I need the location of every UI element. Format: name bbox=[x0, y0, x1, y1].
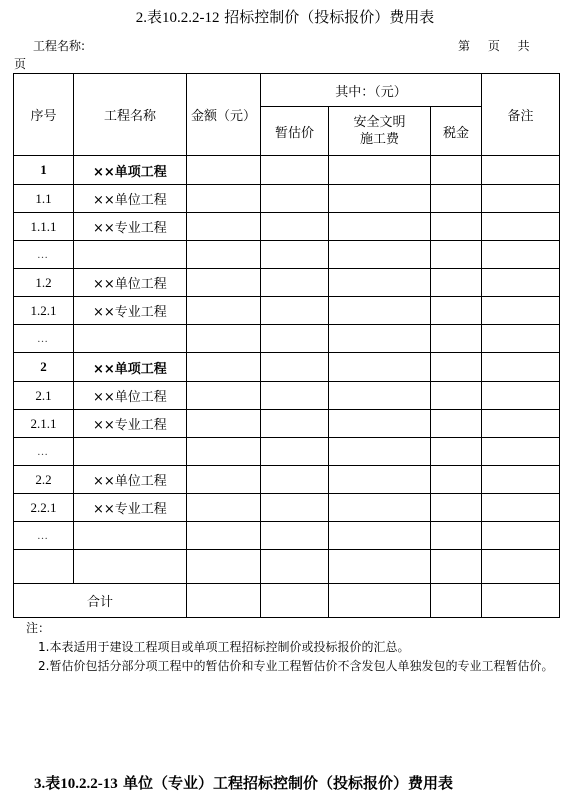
page-suffix-label: 页 bbox=[14, 57, 27, 71]
row-safety bbox=[329, 185, 431, 213]
row-provisional bbox=[261, 269, 329, 297]
row-serial: 1.2 bbox=[14, 269, 74, 297]
row-serial: … bbox=[14, 325, 74, 353]
row-remark bbox=[482, 241, 560, 269]
row-safety bbox=[329, 522, 431, 550]
header-amount: 金额（元） bbox=[187, 74, 261, 156]
row-safety bbox=[329, 382, 431, 410]
note-1: 1.本表适用于建设工程项目或单项工程招标控制价或投标报价的汇总。 bbox=[38, 640, 410, 654]
row-amount bbox=[187, 297, 261, 325]
header-remark: 备注 bbox=[482, 74, 560, 156]
row-provisional bbox=[261, 156, 329, 185]
header-provisional: 暂估价 bbox=[261, 107, 329, 156]
row-amount bbox=[187, 269, 261, 297]
row-remark bbox=[482, 522, 560, 550]
row-remark bbox=[482, 353, 560, 382]
table-row bbox=[14, 156, 560, 185]
header-among: 其中：（元） bbox=[261, 74, 482, 107]
row-tax bbox=[431, 494, 482, 522]
row-serial: 2 bbox=[14, 353, 74, 382]
page-number-label: 第 页 共 bbox=[458, 39, 530, 53]
fee-table bbox=[13, 73, 560, 618]
row-amount bbox=[187, 213, 261, 241]
row-tax bbox=[431, 325, 482, 353]
row-tax bbox=[431, 241, 482, 269]
table-row bbox=[14, 494, 560, 522]
row-serial bbox=[14, 550, 74, 584]
row-safety bbox=[329, 241, 431, 269]
notes bbox=[13, 619, 558, 676]
row-tax bbox=[431, 466, 482, 494]
table-row bbox=[14, 438, 560, 466]
row-provisional bbox=[261, 297, 329, 325]
row-provisional bbox=[261, 353, 329, 382]
project-name-label: 工程名称: bbox=[33, 39, 86, 53]
header-tax: 税金 bbox=[431, 107, 482, 156]
row-serial: 2.2 bbox=[14, 466, 74, 494]
row-serial: 2.1 bbox=[14, 382, 74, 410]
notes-heading: 注： bbox=[26, 621, 51, 635]
row-remark bbox=[482, 466, 560, 494]
row-provisional bbox=[261, 213, 329, 241]
row-amount bbox=[187, 438, 261, 466]
table-row bbox=[14, 466, 560, 494]
next-table-title-number: 3.表10.2.2-13 bbox=[34, 776, 118, 792]
table-row bbox=[14, 325, 560, 353]
total-safety bbox=[329, 584, 431, 618]
row-serial: … bbox=[14, 522, 74, 550]
row-safety bbox=[329, 325, 431, 353]
row-amount bbox=[187, 241, 261, 269]
row-provisional bbox=[261, 522, 329, 550]
row-serial: … bbox=[14, 438, 74, 466]
total-remark bbox=[482, 584, 560, 618]
header-safety-fee-text: 安全文明施工费 bbox=[353, 115, 406, 147]
row-project-name bbox=[74, 522, 187, 550]
row-amount bbox=[187, 550, 261, 584]
row-provisional bbox=[261, 438, 329, 466]
table-row bbox=[14, 522, 560, 550]
row-remark bbox=[482, 185, 560, 213]
row-amount bbox=[187, 185, 261, 213]
row-provisional bbox=[261, 382, 329, 410]
row-project-name: ××专业工程 bbox=[74, 410, 187, 438]
table-row bbox=[14, 185, 560, 213]
header-project-name: 工程名称 bbox=[74, 74, 187, 156]
table-row bbox=[14, 550, 560, 584]
row-tax bbox=[431, 522, 482, 550]
row-provisional bbox=[261, 410, 329, 438]
table-title bbox=[0, 6, 570, 27]
row-serial: 1 bbox=[14, 156, 74, 185]
row-tax bbox=[431, 410, 482, 438]
row-project-name: ××单位工程 bbox=[74, 466, 187, 494]
row-provisional bbox=[261, 325, 329, 353]
row-safety bbox=[329, 156, 431, 185]
row-amount bbox=[187, 353, 261, 382]
row-tax bbox=[431, 438, 482, 466]
row-remark bbox=[482, 297, 560, 325]
row-remark bbox=[482, 213, 560, 241]
table-row bbox=[14, 297, 560, 325]
row-remark bbox=[482, 382, 560, 410]
row-project-name: ××单项工程 bbox=[74, 353, 187, 382]
row-amount bbox=[187, 494, 261, 522]
next-table-title-text: 单位（专业）工程招标控制价（投标报价）费用表 bbox=[122, 774, 453, 792]
row-tax bbox=[431, 269, 482, 297]
row-provisional bbox=[261, 185, 329, 213]
row-remark bbox=[482, 550, 560, 584]
row-project-name bbox=[74, 438, 187, 466]
row-project-name: ××专业工程 bbox=[74, 297, 187, 325]
row-amount bbox=[187, 382, 261, 410]
header-serial: 序号 bbox=[14, 74, 74, 156]
row-serial: 1.1.1 bbox=[14, 213, 74, 241]
row-provisional bbox=[261, 241, 329, 269]
row-amount bbox=[187, 410, 261, 438]
row-safety bbox=[329, 466, 431, 494]
row-safety bbox=[329, 494, 431, 522]
table-row bbox=[14, 382, 560, 410]
row-tax bbox=[431, 353, 482, 382]
row-safety bbox=[329, 353, 431, 382]
row-project-name: ××专业工程 bbox=[74, 494, 187, 522]
header-safety-fee bbox=[329, 107, 431, 156]
row-remark bbox=[482, 156, 560, 185]
row-safety bbox=[329, 269, 431, 297]
row-serial: … bbox=[14, 241, 74, 269]
row-serial: 1.2.1 bbox=[14, 297, 74, 325]
table-row bbox=[14, 241, 560, 269]
table-title-number: 2.表10.2.2-12 bbox=[135, 10, 220, 26]
row-amount bbox=[187, 522, 261, 550]
row-project-name: ××专业工程 bbox=[74, 213, 187, 241]
row-tax bbox=[431, 185, 482, 213]
row-project-name bbox=[74, 550, 187, 584]
row-tax bbox=[431, 156, 482, 185]
total-tax bbox=[431, 584, 482, 618]
row-amount bbox=[187, 466, 261, 494]
row-provisional bbox=[261, 494, 329, 522]
row-amount bbox=[187, 325, 261, 353]
row-provisional bbox=[261, 466, 329, 494]
row-tax bbox=[431, 382, 482, 410]
table-row bbox=[14, 353, 560, 382]
row-project-name: ××单项工程 bbox=[74, 156, 187, 185]
row-project-name bbox=[74, 241, 187, 269]
row-safety bbox=[329, 550, 431, 584]
row-remark bbox=[482, 410, 560, 438]
row-safety bbox=[329, 297, 431, 325]
row-tax bbox=[431, 213, 482, 241]
row-provisional bbox=[261, 550, 329, 584]
row-remark bbox=[482, 438, 560, 466]
table-row bbox=[14, 410, 560, 438]
note-2: 2.暂估价包括分部分项工程中的暂估价和专业工程暂估价不含发包人单独发包的专业工程暂估价。 bbox=[38, 659, 554, 673]
row-remark bbox=[482, 494, 560, 522]
row-project-name: ××单位工程 bbox=[74, 185, 187, 213]
row-safety bbox=[329, 410, 431, 438]
row-remark bbox=[482, 269, 560, 297]
table-row bbox=[14, 213, 560, 241]
row-remark bbox=[482, 325, 560, 353]
row-serial: 1.1 bbox=[14, 185, 74, 213]
table-title-text: 招标控制价（投标报价）费用表 bbox=[224, 8, 435, 26]
row-serial: 2.1.1 bbox=[14, 410, 74, 438]
row-tax bbox=[431, 550, 482, 584]
total-label: 合计 bbox=[14, 584, 187, 618]
row-amount bbox=[187, 156, 261, 185]
next-table-title bbox=[34, 772, 453, 793]
row-serial: 2.2.1 bbox=[14, 494, 74, 522]
table-row bbox=[14, 269, 560, 297]
row-project-name: ××单位工程 bbox=[74, 269, 187, 297]
row-safety bbox=[329, 213, 431, 241]
row-safety bbox=[329, 438, 431, 466]
row-project-name bbox=[74, 325, 187, 353]
total-provisional bbox=[261, 584, 329, 618]
row-tax bbox=[431, 297, 482, 325]
row-project-name: ××单位工程 bbox=[74, 382, 187, 410]
total-amount bbox=[187, 584, 261, 618]
